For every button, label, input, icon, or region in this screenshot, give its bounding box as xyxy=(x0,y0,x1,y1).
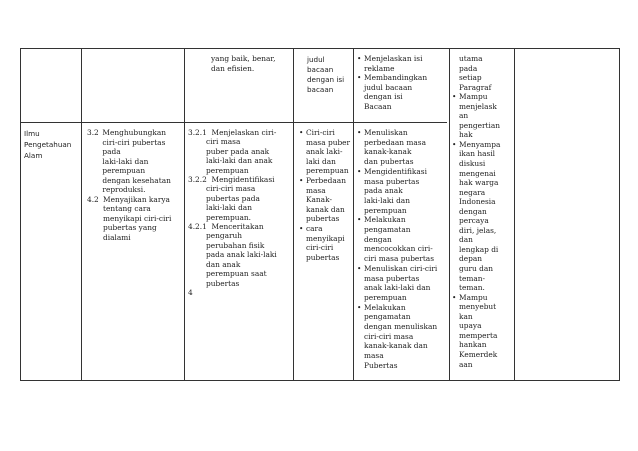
text-line: perempuan xyxy=(102,166,146,175)
row-divider xyxy=(21,122,447,123)
list-item xyxy=(299,175,352,224)
text-line: negara xyxy=(459,187,486,197)
text-line: kanak dan xyxy=(306,204,345,214)
text-line: Menuliskan xyxy=(364,128,408,137)
text-line: setiap xyxy=(459,73,482,83)
text-line: mengenai xyxy=(459,168,496,178)
bullet-icon: • xyxy=(357,215,362,225)
text-line: puber pada anak xyxy=(206,146,270,156)
bullet-icon: • xyxy=(452,139,457,149)
text-line: memperta xyxy=(459,330,498,340)
text-line: ciri-ciri pubertas pada xyxy=(102,137,166,156)
text-line: dengan isi xyxy=(307,75,345,84)
text-line: aan xyxy=(459,359,473,369)
text-line: menjelask xyxy=(459,101,497,111)
bullet-icon: • xyxy=(357,263,362,273)
text-line: Menuliskan ciri-ciri xyxy=(364,263,438,273)
text-line: masa xyxy=(364,351,384,361)
text-line: bacaan xyxy=(307,85,334,94)
col-divider xyxy=(514,49,515,380)
text-line: anak laki- xyxy=(306,147,343,157)
list-item xyxy=(299,128,352,176)
text-line: masa pubertas xyxy=(364,176,420,186)
text-line: dan xyxy=(459,235,473,245)
text-line: Menceritakan xyxy=(211,222,264,232)
item-number: 4.2.1 xyxy=(188,222,207,232)
text-line: dan efisien. xyxy=(211,64,255,73)
text-line: hak warga xyxy=(459,178,499,188)
text-line: pada anak xyxy=(364,186,403,196)
list-item xyxy=(357,215,448,264)
text-line: perempuan xyxy=(364,205,407,215)
bullet-icon: • xyxy=(357,128,362,137)
text-line: ciri masa xyxy=(206,137,241,147)
text-line: Kanak- xyxy=(306,195,332,205)
text-line: Alam xyxy=(24,151,43,160)
text-line: pubertas yang xyxy=(103,223,157,232)
text-line: pubertas xyxy=(306,214,340,224)
item-number: 3.2 xyxy=(87,128,99,137)
bullet-icon: • xyxy=(357,166,362,176)
text-line: dengan isi xyxy=(364,92,403,102)
col-divider xyxy=(81,49,82,380)
text-line: menyikapi xyxy=(306,233,345,243)
text-line: masa puber xyxy=(306,137,351,147)
competency-cell xyxy=(87,128,183,242)
text-line: laki-laki dan anak xyxy=(206,156,273,166)
row1-indicator-cell xyxy=(211,54,291,74)
text-line: Ilmu xyxy=(24,129,40,138)
col-divider xyxy=(184,49,185,380)
text-line: masa pubertas xyxy=(364,273,420,283)
indicator-item xyxy=(188,222,292,288)
text-line: hankan xyxy=(459,340,487,350)
text-line: Mengidentifikasi xyxy=(364,166,427,176)
list-item xyxy=(357,54,448,73)
text-line: pengamatan xyxy=(364,225,411,235)
text-line: utama xyxy=(459,54,483,63)
text-line: pengertian xyxy=(459,120,501,130)
text-line: teman- xyxy=(459,273,486,283)
text-line: Pubertas xyxy=(364,360,398,370)
text-line: laki-laki dan xyxy=(102,156,149,166)
text-line: an xyxy=(459,111,469,121)
text-line: kan xyxy=(459,311,473,321)
text-line: pubertas pada xyxy=(206,193,260,203)
text-line: upaya xyxy=(459,321,482,331)
text-line: Melakukan xyxy=(364,215,406,225)
text-line: Ciri-ciri xyxy=(306,128,335,137)
text-line: pada anak laki-laki xyxy=(206,250,277,260)
item-number: 4.2 xyxy=(87,194,99,204)
text-line: Menjelaskan ciri- xyxy=(211,128,277,137)
item-number: 3.2.1 xyxy=(188,128,207,137)
list-item xyxy=(452,292,513,369)
text-line: dan pubertas xyxy=(364,157,414,167)
text-line: Mampu xyxy=(459,292,488,302)
text-line: dengan xyxy=(364,234,392,244)
text-line: laki dan xyxy=(306,156,336,166)
list-item xyxy=(452,92,513,140)
text-line: Paragraf xyxy=(459,82,492,92)
list-item xyxy=(357,166,448,216)
text-line: tentang cara xyxy=(103,204,151,213)
bullet-icon: • xyxy=(452,292,457,302)
indicator-cell xyxy=(188,128,292,297)
bullet-icon: • xyxy=(357,73,362,83)
text-line: ciri-ciri xyxy=(306,243,334,253)
indicator-item xyxy=(188,128,292,175)
text-line: yang baik, benar, xyxy=(211,54,276,63)
text-line: pengamatan xyxy=(364,312,411,322)
text-line: kanak-kanak xyxy=(364,147,412,157)
stray-number: 4 xyxy=(188,287,193,297)
text-line: perempuan xyxy=(206,165,249,175)
text-line: guru dan xyxy=(459,264,494,274)
text-line: perbedaan masa xyxy=(364,137,427,147)
text-line: lengkap di xyxy=(459,244,499,254)
assessment-cell xyxy=(452,54,513,369)
text-line: Menyampa xyxy=(459,139,501,149)
col-divider xyxy=(353,49,354,380)
bullet-icon: • xyxy=(299,128,304,137)
text-line: pubertas xyxy=(306,252,340,262)
text-line: Mampu xyxy=(459,92,488,102)
text-line: reklame xyxy=(364,63,395,73)
text-line: dengan kesehatan xyxy=(102,175,171,185)
text-line: Menjelaskan isi xyxy=(364,54,423,63)
text-line: Melakukan xyxy=(364,302,406,312)
list-item xyxy=(357,128,448,167)
text-line: Perbedaan xyxy=(306,175,346,185)
activity-cell xyxy=(357,128,448,371)
text-line: diri, jelas, xyxy=(459,225,497,235)
text-line: Menghubungkan xyxy=(102,128,167,137)
list-item xyxy=(357,73,448,111)
text-line: ciri masa pubertas xyxy=(364,254,435,264)
text-line: masa xyxy=(306,185,326,195)
activity-list xyxy=(357,128,448,371)
text-line: teman. xyxy=(459,283,485,293)
competency-item xyxy=(87,128,183,195)
text-line: perempuan saat xyxy=(206,269,267,279)
material-cell xyxy=(299,128,352,262)
text-line: menyikapi ciri-ciri xyxy=(103,213,172,223)
material-list xyxy=(299,128,352,262)
text-line: perempuan. xyxy=(206,212,252,222)
text-line: dengan xyxy=(459,206,487,216)
text-line: Membandingkan xyxy=(364,73,428,83)
text-line: judul bacaan xyxy=(364,82,413,92)
bullet-icon: • xyxy=(299,223,304,233)
text-line: bacaan xyxy=(307,65,334,74)
text-line: perubahan fisik xyxy=(206,240,265,250)
bullet-icon: • xyxy=(452,92,457,102)
text-line: cara xyxy=(306,223,323,233)
competency-item xyxy=(87,195,183,243)
bullet-icon: • xyxy=(357,54,362,63)
text-line: depan xyxy=(459,254,483,264)
row1-material-cell xyxy=(307,55,351,95)
text-line: laki-laki dan xyxy=(206,203,252,213)
list-item xyxy=(299,223,352,262)
indicator-item xyxy=(188,175,292,222)
list-item xyxy=(452,139,513,293)
list-item xyxy=(357,263,448,303)
text-line: Mengidentifikasi xyxy=(211,175,275,185)
text-line: perempuan xyxy=(364,292,407,302)
bullet-icon: • xyxy=(299,175,304,185)
text-line: dialami xyxy=(103,232,131,242)
col-divider xyxy=(449,49,450,380)
text-line: percaya xyxy=(459,216,489,226)
text-line: laki-laki dan xyxy=(364,195,410,205)
text-line: mencocokkan ciri- xyxy=(364,244,433,254)
row1-activity-cell xyxy=(357,54,448,112)
text-line: anak laki-laki dan xyxy=(364,283,431,293)
text-line: hak xyxy=(459,130,473,140)
text-line: reproduksi. xyxy=(102,185,146,194)
text-line: ikan hasil xyxy=(459,149,496,159)
text-line: perempuan xyxy=(306,166,349,176)
item-number: 3.2.2 xyxy=(188,175,207,185)
activity-list xyxy=(357,54,448,112)
text-line: Pengetahuan xyxy=(24,140,72,149)
col-divider xyxy=(293,49,294,380)
subject-cell xyxy=(24,128,80,161)
bullet-icon: • xyxy=(357,302,362,312)
text-line: Menyajikan karya xyxy=(103,194,170,204)
text-line: menyebut xyxy=(459,302,497,312)
text-line: Bacaan xyxy=(364,101,392,111)
text-line: dengan menuliskan xyxy=(364,322,438,332)
text-line: diskusi xyxy=(459,159,486,169)
text-line: judul xyxy=(307,55,325,64)
text-line: kanak-kanak dan xyxy=(364,341,428,351)
text-line: pubertas xyxy=(206,278,240,288)
text-line: ciri-ciri masa xyxy=(206,184,256,194)
text-line: dan anak xyxy=(206,259,241,269)
curriculum-table xyxy=(20,48,620,381)
text-line: Kemerdek xyxy=(459,349,498,359)
text-line: ciri-ciri masa xyxy=(364,331,414,341)
list-item xyxy=(357,302,448,371)
text-line: pada xyxy=(459,63,478,73)
text-line: pengaruh xyxy=(206,231,243,241)
assessment-list xyxy=(452,92,513,369)
text-line: Indonesia xyxy=(459,197,496,207)
